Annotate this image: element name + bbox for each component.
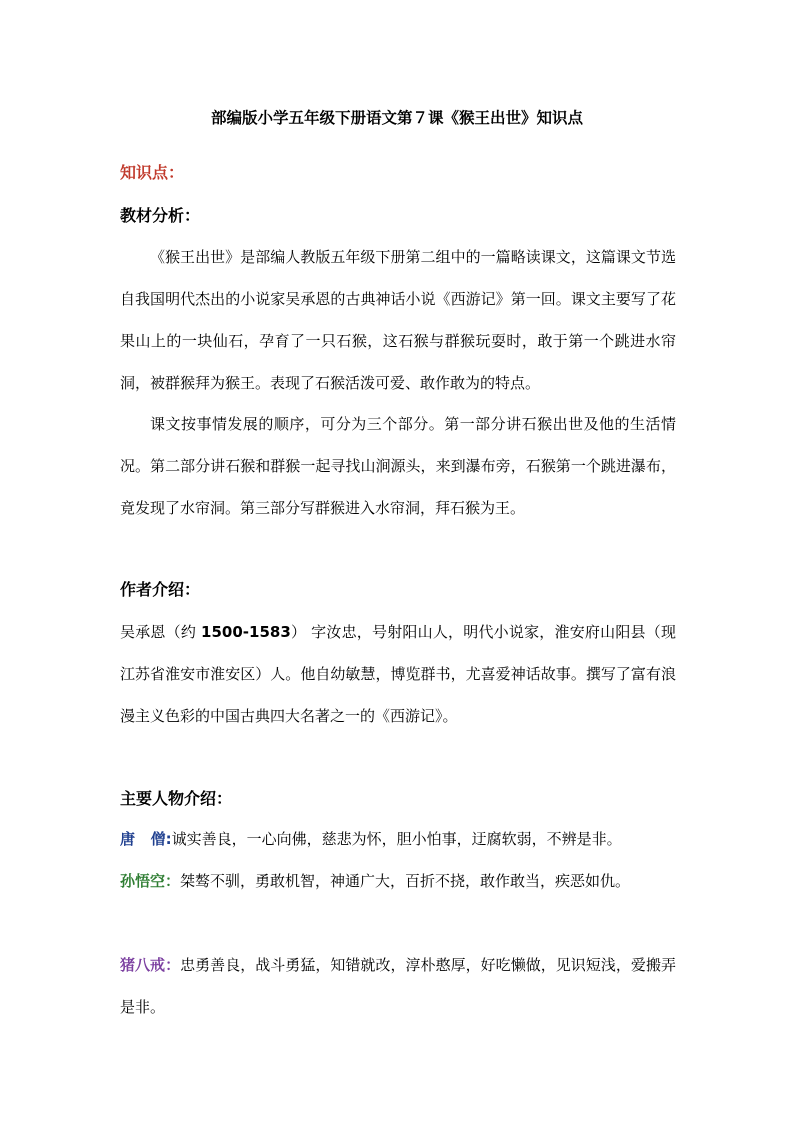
character-name-tang-seng: 唐 僧: (120, 830, 172, 848)
characters-heading: 主要人物介绍： (120, 789, 233, 808)
character-sun-wukong (120, 860, 676, 902)
page-title: 部编版小学五年级下册语文第７课《猴王出世》知识点 (210, 109, 583, 127)
author-years: 1500-1583 (201, 623, 291, 641)
character-description-tang-seng: 诚实善良，一心向佛，慈悲为怀，胆小怕事，迂腐软弱，不辨是非。 (171, 830, 622, 848)
textbook-analysis-heading: 教材分析： (120, 206, 201, 225)
character-description-sun-wukong: 桀骜不驯，勇敢机智，神通广大，百折不挠，敢作敢当，疾恶如仇。 (180, 872, 631, 890)
author-heading: 作者介绍： (120, 580, 201, 599)
textbook-analysis-paragraph-2: 课文按事情发展的顺序，可分为三个部分。第一部分讲石猴出世及他的生活情况。第二部分讲石猴和群猴一起寻找山涧源头，来到瀑布旁，石猴第一个跳进瀑布，竟发现了水帘洞。第三部分写群猴进入水帘洞，拜石猴为王。 (120, 415, 676, 517)
author-paragraph (120, 611, 676, 737)
character-name-zhu-bajie: 猪八戒： (120, 956, 181, 974)
author-text: ） 字汝忠，号射阳山人，明代小说家，淮安府山阳县（现江苏省淮安市淮安区）人。他自幼敏慧，博览群书，尤喜爱神话故事。撰写了富有浪漫主义色彩的中国古典四大名著之一的《西游记》。 (120, 623, 676, 725)
character-tang-seng (120, 818, 676, 860)
character-name-sun-wukong: 孙悟空： (120, 872, 181, 890)
author-name-prefix: 吴承恩（约 (120, 623, 197, 641)
character-description-zhu-bajie: 忠勇善良，战斗勇猛，知错就改，淳朴憨厚，好吃懒做，见识短浅，爱搬弄是非。 (120, 956, 676, 1016)
character-zhu-bajie (120, 944, 676, 1028)
knowledge-label: 知识点： (120, 163, 185, 182)
textbook-analysis-paragraph-1: 《猴王出世》是部编人教版五年级下册第二组中的一篇略读课文，这篇课文节选自我国明代杰出的小说家吴承恩的古典神话小说《西游记》第一回。课文主要写了花果山上的一块仙石，孕育了一只石猴，这石猴与群猴玩耍时，敢于第一个跳进水帘洞，被群猴拜为猴王。表现了石猴活泼可爱、敢作敢为的特点。 (120, 248, 676, 392)
